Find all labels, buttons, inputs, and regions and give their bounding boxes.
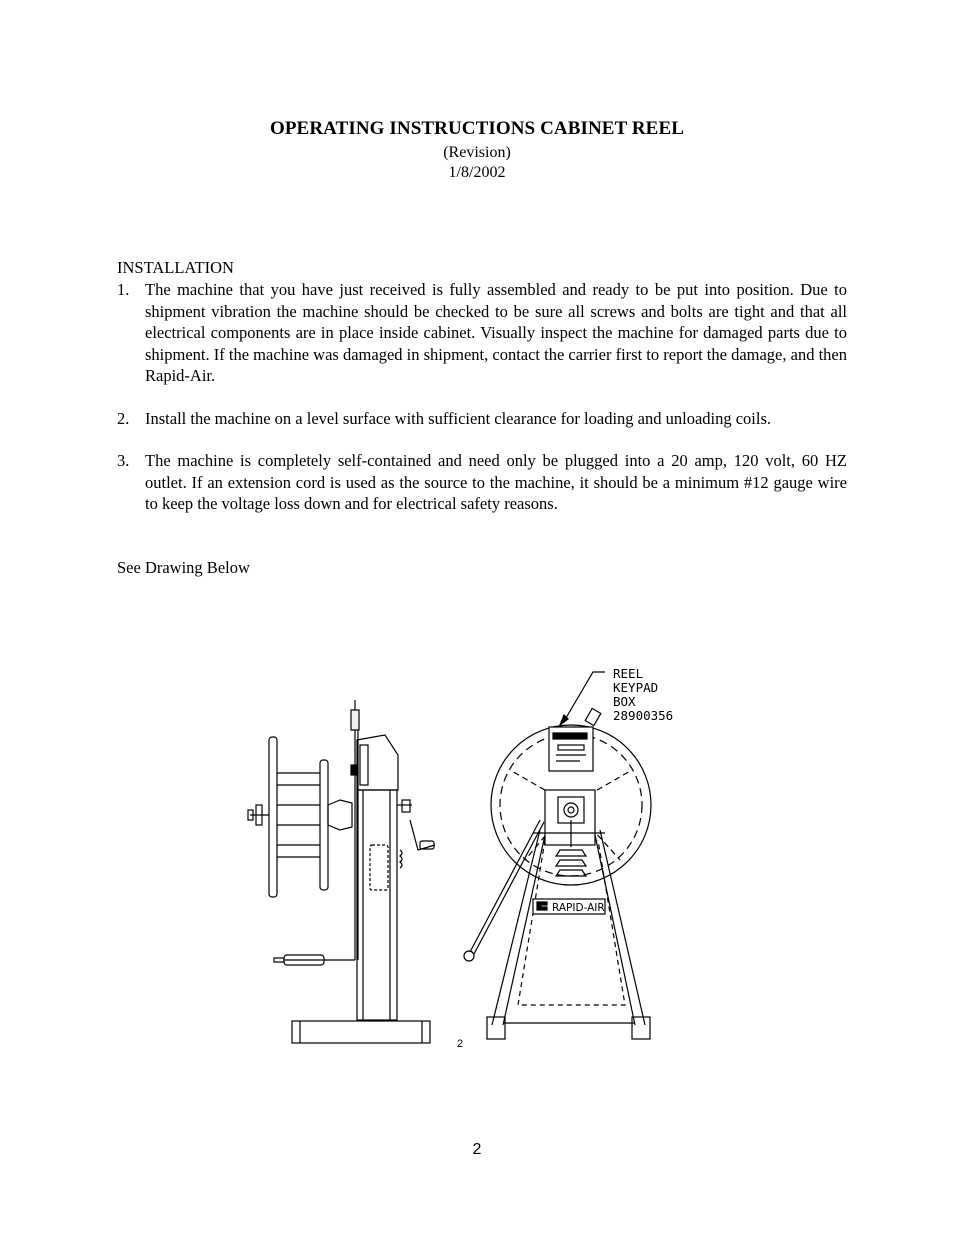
callout-line-keypad: KEYPAD xyxy=(613,680,659,695)
revision-label: (Revision) xyxy=(443,144,511,161)
list-item xyxy=(117,450,847,515)
machine-drawing xyxy=(200,655,760,1055)
callout-part-number: 28900356 xyxy=(613,708,674,723)
section-heading: INSTALLATION xyxy=(117,258,234,277)
side-view-drawing xyxy=(248,700,435,1043)
item-text: Install the machine on a level surface with sufficient clearance for loading and unloading coils. xyxy=(145,408,772,428)
item-number: 3. xyxy=(117,451,130,470)
item-number: 2. xyxy=(117,408,130,428)
callout-line-reel: REEL xyxy=(613,666,644,681)
list-item xyxy=(117,408,847,430)
installation-list xyxy=(117,279,847,536)
item-text: The machine is completely self-contained and need only be plugged into a 20 amp, 120 volt, 60 HZ outlet. If an extension cord is used as the source to the machine, it should be a minimum #12 gauge wire to keep the voltage loss down and for electrical safety reasons. xyxy=(145,451,847,513)
brand-label: RAPID-AIR xyxy=(552,902,605,914)
figure-number: 2 xyxy=(457,1038,464,1050)
callout-line-box: BOX xyxy=(613,694,636,709)
revision-date: 1/8/2002 xyxy=(448,164,506,181)
document-title: OPERATING INSTRUCTIONS CABINET REEL xyxy=(269,118,685,139)
front-view-drawing xyxy=(464,666,673,1039)
see-drawing-note: See Drawing Below xyxy=(117,558,250,577)
page-number: 2 xyxy=(472,1141,482,1158)
list-item xyxy=(117,279,847,387)
item-text: The machine that you have just received is fully assembled and ready to be put into position. Due to shipment vibration the machine should be checked to be sure all screws and bolts are tight and that all electrical components are in place inside cabinet. Visually inspect the machine for damaged parts due to shipment. If the machine was damaged in shipment, contact the carrier first to report the damage, and then Rapid-Air. xyxy=(145,280,847,385)
item-number: 1. xyxy=(117,280,130,299)
